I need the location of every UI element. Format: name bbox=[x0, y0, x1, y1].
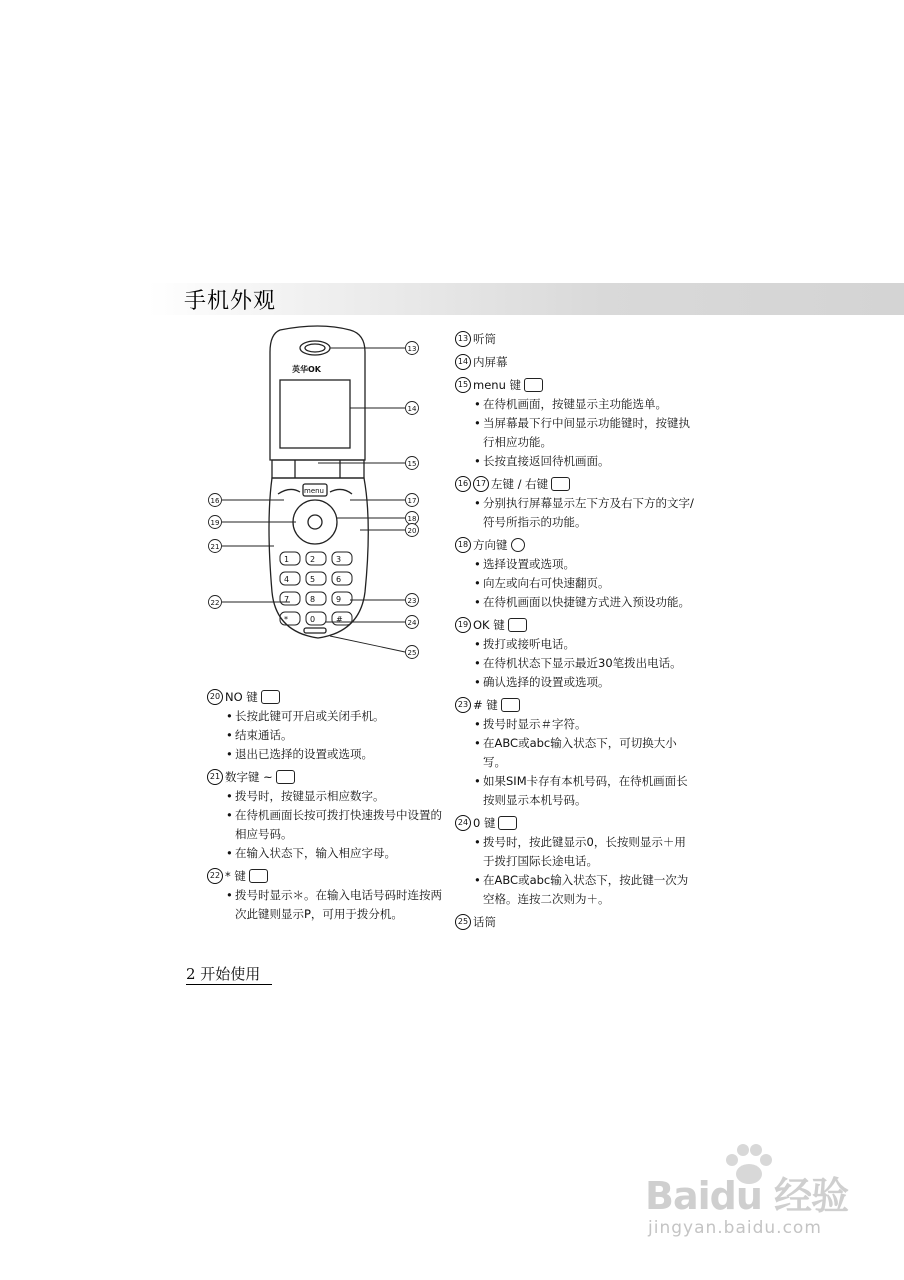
section-18 bbox=[455, 535, 695, 612]
keypad-key-label: 6 bbox=[336, 575, 342, 584]
section-title: 0 键 bbox=[473, 815, 496, 830]
callout-line bbox=[330, 636, 405, 652]
bullet-item: • 拨号时显示＊。在输入电话号码时连按两次此键则显示P，可用于拨分机。 bbox=[221, 886, 447, 924]
keypad-key-7 bbox=[280, 592, 300, 605]
left-column bbox=[207, 684, 447, 924]
section-title: 话筒 bbox=[473, 914, 496, 929]
callout-number: 18 bbox=[455, 537, 471, 553]
section-title: # 键 bbox=[473, 697, 498, 712]
keypad-key-label: 0 bbox=[310, 615, 316, 624]
callout-number: 15 bbox=[455, 377, 471, 393]
section-heading bbox=[207, 866, 447, 886]
section-20 bbox=[207, 687, 447, 764]
callout-number: 23 bbox=[455, 697, 471, 713]
bullet-item: • 选择设置或选项。 bbox=[469, 555, 695, 574]
bullet-item: • 在ABC或abc输入状态下，可切换大小写。 bbox=[469, 734, 695, 772]
section-heading bbox=[455, 329, 695, 349]
star-key-icon bbox=[249, 869, 268, 883]
keypad-key-label: 7 bbox=[284, 595, 290, 604]
callout-label: 16 bbox=[210, 497, 220, 505]
callout-label: 23 bbox=[407, 597, 417, 605]
section-heading bbox=[455, 375, 695, 395]
phone-menu-label: menu bbox=[304, 487, 324, 495]
bullet-item: • 拨号时显示＃字符。 bbox=[469, 715, 695, 734]
section-13 bbox=[455, 329, 695, 349]
callout-label: 20 bbox=[407, 527, 417, 535]
bullet-item: • 结束通话。 bbox=[221, 726, 447, 745]
bullet-item: • 在待机状态下显示最近30笔拨出电话。 bbox=[469, 654, 695, 673]
section-heading bbox=[207, 687, 447, 707]
keypad-key-8 bbox=[306, 592, 326, 605]
keypad-key-1 bbox=[280, 552, 300, 565]
section-heading bbox=[455, 615, 695, 635]
no-key-icon bbox=[261, 690, 280, 704]
hash-key-icon bbox=[501, 698, 520, 712]
callout-number: 16 bbox=[455, 476, 471, 492]
section-title: * 键 bbox=[225, 868, 246, 883]
callout-label: 25 bbox=[407, 649, 417, 657]
keypad-key-label: 2 bbox=[310, 555, 316, 564]
keypad-key-5 bbox=[306, 572, 326, 585]
bullet-item: • 在输入状态下，输入相应字母。 bbox=[221, 844, 447, 863]
section-23 bbox=[455, 695, 695, 810]
keypad-key-label: * bbox=[284, 615, 288, 624]
bullet-item: • 如果SIM卡存有本机号码，在待机画面长按则显示本机号码。 bbox=[469, 772, 695, 810]
section-25 bbox=[455, 912, 695, 932]
nav-key-icon bbox=[511, 538, 525, 552]
bullet-item: • 拨号时，按此键显示0，长按则显示＋用于拨打国际长途电话。 bbox=[469, 833, 695, 871]
callout-label: 21 bbox=[210, 543, 220, 551]
callout-label: 17 bbox=[407, 497, 417, 505]
section-21 bbox=[207, 767, 447, 863]
section-title: 内屏幕 bbox=[473, 354, 508, 369]
bullet-item: • 在待机画面以快捷键方式进入预设功能。 bbox=[469, 593, 695, 612]
section-heading bbox=[455, 474, 695, 494]
callout-label: 14 bbox=[407, 405, 417, 413]
keypad-key-label: 5 bbox=[310, 575, 316, 584]
phone-illustration bbox=[200, 322, 440, 667]
callout-number: 20 bbox=[207, 689, 223, 705]
callout-number: 21 bbox=[207, 769, 223, 785]
bullet-item: • 长按此键可开启或关闭手机。 bbox=[221, 707, 447, 726]
callout-label: 22 bbox=[210, 599, 220, 607]
callout-label: 15 bbox=[407, 460, 417, 468]
keypad-key-label: 9 bbox=[336, 595, 342, 604]
callout-label: 18 bbox=[407, 515, 417, 523]
keypad-key-9 bbox=[332, 592, 352, 605]
section-15 bbox=[455, 375, 695, 471]
page-title: 手机外观 bbox=[184, 289, 277, 314]
keypad-key-label: 1 bbox=[284, 555, 290, 564]
section-19 bbox=[455, 615, 695, 692]
callout-label: 19 bbox=[210, 519, 220, 527]
section-title: OK 键 bbox=[473, 617, 505, 632]
section-heading bbox=[455, 912, 695, 932]
callout-number: 17 bbox=[473, 476, 489, 492]
section-title: NO 键 bbox=[225, 689, 258, 704]
right-column bbox=[455, 326, 695, 932]
callout-number: 13 bbox=[455, 331, 471, 347]
section-title: 数字键 ~ bbox=[225, 769, 273, 784]
bullet-item: • 确认选择的设置或选项。 bbox=[469, 673, 695, 692]
watermark-url: jingyan.baidu.com bbox=[648, 1218, 822, 1238]
section-16-17 bbox=[455, 474, 695, 532]
watermark-logo: Baidu 经验 bbox=[645, 1174, 849, 1218]
callout-number: 14 bbox=[455, 354, 471, 370]
keypad-key-3 bbox=[332, 552, 352, 565]
bullet-item: • 长按直接返回待机画面。 bbox=[469, 452, 695, 471]
bullet-item: • 在ABC或abc输入状态下，按此键一次为空格。连按二次则为＋。 bbox=[469, 871, 695, 909]
section-14 bbox=[455, 352, 695, 372]
menu-key-icon bbox=[524, 378, 543, 392]
bullet-item: • 分别执行屏幕显示左下方及右下方的文字/符号所指示的功能。 bbox=[469, 494, 695, 532]
keypad-key-label: # bbox=[336, 615, 343, 624]
section-heading bbox=[455, 813, 695, 833]
section-24 bbox=[455, 813, 695, 909]
keypad-key-label: 4 bbox=[284, 575, 290, 584]
left-right-softkey-icon bbox=[551, 477, 570, 491]
section-heading bbox=[455, 695, 695, 715]
section-title: 听筒 bbox=[473, 331, 496, 346]
section-title: 左键 / 右键 bbox=[491, 476, 549, 491]
zero-key-icon bbox=[498, 816, 517, 830]
callout-number: 19 bbox=[455, 617, 471, 633]
section-heading bbox=[455, 535, 695, 555]
number-key-icon bbox=[276, 770, 295, 784]
keypad-key-* bbox=[280, 612, 300, 625]
bullet-item: • 当屏幕最下行中间显示功能键时，按键执行相应功能。 bbox=[469, 414, 695, 452]
keypad-key-label: 8 bbox=[310, 595, 316, 604]
section-title: 方向键 bbox=[473, 537, 508, 552]
keypad-key-6 bbox=[332, 572, 352, 585]
baidu-watermark bbox=[640, 1150, 860, 1260]
keypad-key-2 bbox=[306, 552, 326, 565]
section-heading bbox=[455, 352, 695, 372]
page-footer: 2 开始使用 bbox=[186, 964, 272, 985]
title-banner bbox=[148, 283, 904, 315]
callout-label: 24 bbox=[407, 619, 417, 627]
ok-key-icon bbox=[508, 618, 527, 632]
callout-number: 25 bbox=[455, 914, 471, 930]
section-title: menu 键 bbox=[473, 377, 522, 392]
keypad-key-4 bbox=[280, 572, 300, 585]
callout-label: 13 bbox=[407, 345, 417, 353]
keypad-key-label: 3 bbox=[336, 555, 342, 564]
bullet-item: • 拨号时，按键显示相应数字。 bbox=[221, 787, 447, 806]
section-22 bbox=[207, 866, 447, 924]
bullet-item: • 拨打或接听电话。 bbox=[469, 635, 695, 654]
bullet-item: • 在待机画面，按键显示主功能选单。 bbox=[469, 395, 695, 414]
keypad-key-0 bbox=[306, 612, 326, 625]
bullet-item: • 向左或向右可快速翻页。 bbox=[469, 574, 695, 593]
bullet-item: • 在待机画面长按可拨打快速拨号中设置的相应号码。 bbox=[221, 806, 447, 844]
bullet-item: • 退出已选择的设置或选项。 bbox=[221, 745, 447, 764]
callout-number: 22 bbox=[207, 868, 223, 884]
section-heading bbox=[207, 767, 447, 787]
phone-brand: 英华OK bbox=[292, 365, 321, 374]
callout-number: 24 bbox=[455, 815, 471, 831]
